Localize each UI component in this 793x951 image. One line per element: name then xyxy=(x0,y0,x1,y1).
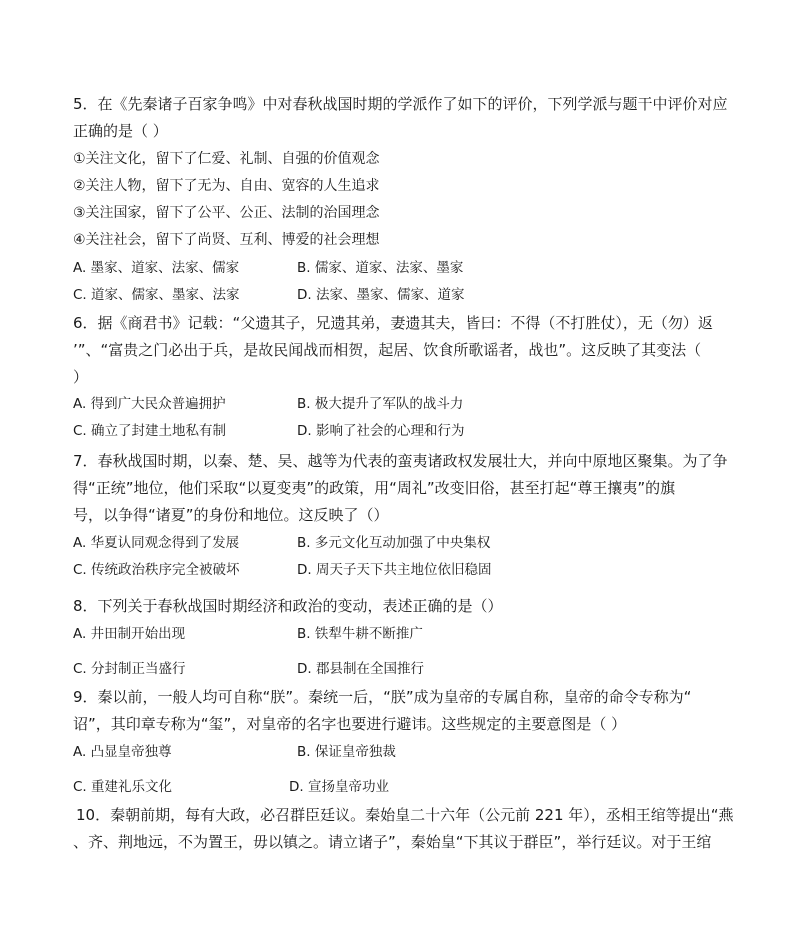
q5-option-b: B. 儒家、道家、法家、墨家 xyxy=(297,260,464,276)
q9-stem-line2: 诏”，其印章专称为“玺”，对皇帝的名字也要进行避讳。这些规定的主要意图是（ ） xyxy=(73,715,627,733)
q9-option-d: D. 宣扬皇帝功业 xyxy=(289,779,389,795)
q5-option-d: D. 法家、墨家、儒家、道家 xyxy=(297,287,465,303)
q6-stem-line2: ’”、“富贵之门必出于兵，是故民闻战而相贺，起居、饮食所歌谣者，战也”。这反映了其变法（ xyxy=(73,341,702,359)
q5-stem-line2: 正确的是（ ） xyxy=(73,122,168,140)
q10-stem-line1: 10．秦朝前期，每有大政，必召群臣廷议。秦始皇二十六年（公元前 221 年），丞相王绾等提出“燕 xyxy=(76,806,734,824)
q9-option-b: B. 保证皇帝独裁 xyxy=(297,744,396,760)
q7-option-c: C. 传统政治秩序完全被破坏 xyxy=(73,562,240,578)
q8-option-b: B. 铁犁牛耕不断推广 xyxy=(297,626,423,642)
q10-stem-line2: 、齐、荆地远，不为置王，毋以镇之。请立诸子”，秦始皇“下其议于群臣”，举行廷议。对于王绾 xyxy=(73,833,712,851)
q5-item-3: ③关注国家，留下了公平、公正、法制的治国理念 xyxy=(73,205,380,221)
q6-option-b: B. 极大提升了军队的战斗力 xyxy=(297,396,464,412)
q5-option-a: A. 墨家、道家、法家、儒家 xyxy=(73,260,240,276)
q5-stem-line1: 5．在《先秦诸子百家争鸣》中对春秋战国时期的学派作了如下的评价，下列学派与题干中评价对应 xyxy=(73,95,728,113)
q6-option-c: C. 确立了封建土地私有制 xyxy=(73,423,227,439)
q5-item-1: ①关注文化，留下了仁爱、礼制、自强的价值观念 xyxy=(73,151,380,167)
q9-option-a: A. 凸显皇帝独尊 xyxy=(73,744,172,760)
q6-stem-line3: ） xyxy=(73,368,89,386)
q8-option-d: D. 郡县制在全国推行 xyxy=(297,661,424,677)
q5-item-2: ②关注人物，留下了无为、自由、宽容的人生追求 xyxy=(73,178,380,194)
q5-item-4: ④关注社会，留下了尚贤、互利、博爱的社会理想 xyxy=(73,232,380,248)
q9-stem-line1: 9．秦以前，一般人均可自称“朕”。秦统一后，“朕”成为皇帝的专属自称，皇帝的命令专称为“ xyxy=(73,688,692,706)
q8-stem-line1: 8．下列关于春秋战国时期经济和政治的变动，表述正确的是（） xyxy=(73,597,503,615)
q8-option-c: C. 分封制正当盛行 xyxy=(73,661,186,677)
q7-stem-line2: 得“正统”地位，他们采取“以夏变夷”的政策，用“周礼”改变旧俗，甚至打起“尊王攘夷”的旗 xyxy=(73,479,676,497)
q8-option-a: A. 井田制开始出现 xyxy=(73,626,186,642)
q9-option-c: C. 重建礼乐文化 xyxy=(73,779,173,795)
q7-option-a: A. 华夏认同观念得到了发展 xyxy=(73,535,240,551)
q6-stem-line1: 6．据《商君书》记载：“父遗其子，兄遗其弟，妻遗其夫，皆曰：不得（不打胜仗），无（勿）返 xyxy=(73,314,713,332)
q7-stem-line1: 7．春秋战国时期，以秦、楚、吴、越等为代表的蛮夷诸政权发展壮大，并向中原地区聚集。为了争 xyxy=(73,452,728,470)
q6-option-a: A. 得到广大民众普遍拥护 xyxy=(73,396,226,412)
q6-option-d: D. 影响了社会的心理和行为 xyxy=(297,423,465,439)
q7-stem-line3: 号，以争得“诸夏”的身份和地位。这反映了（） xyxy=(73,506,389,524)
q5-option-c: C. 道家、儒家、墨家、法家 xyxy=(73,287,240,303)
q7-option-b: B. 多元文化互动加强了中央集权 xyxy=(297,535,491,551)
q7-option-d: D. 周天子天下共主地位依旧稳固 xyxy=(297,562,492,578)
